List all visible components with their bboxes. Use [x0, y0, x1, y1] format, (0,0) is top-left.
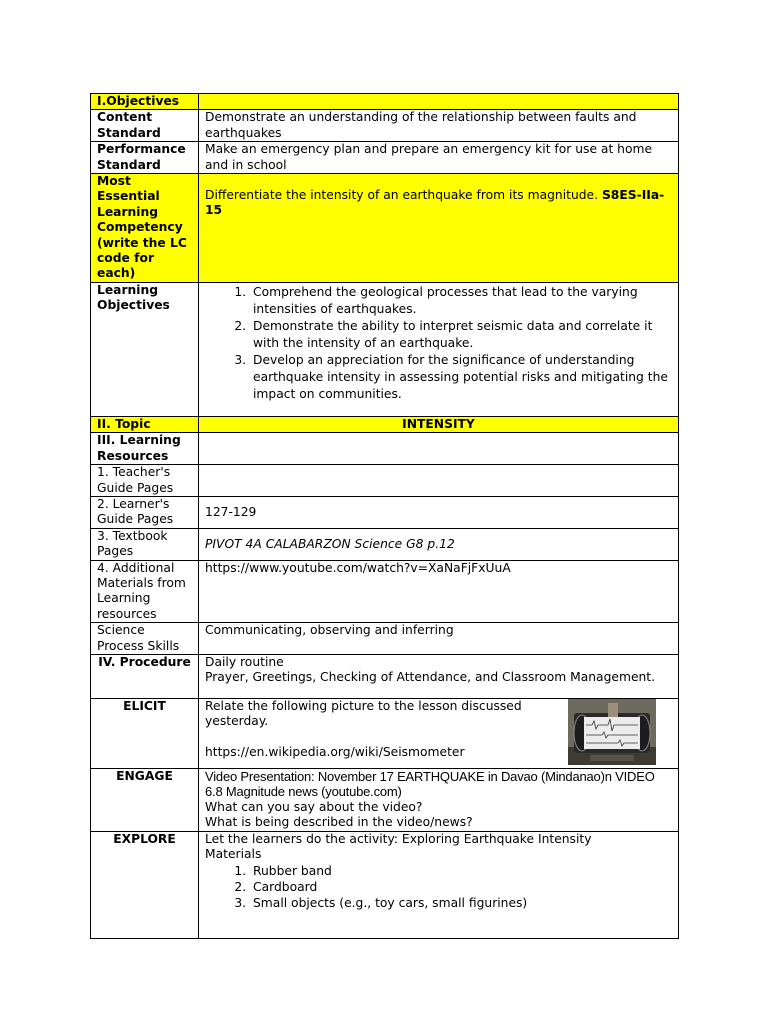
explore-materials-list [205, 863, 672, 911]
learning-objectives-value [199, 282, 679, 416]
resources-value [199, 433, 679, 465]
textbook-pages: PIVOT 4A CALABARZON Science G8 p.12 [205, 536, 455, 551]
objectives-header: I.Objectives [91, 94, 199, 110]
engage-video: Video Presentation: November 17 EARTHQUAKE in Davao (Mindanao)n VIDEO 6.8 Magnitude news (youtube.com) [205, 768, 655, 800]
learning-objective-item: 1. Comprehend the geological processes that lead to the varying intensities of earthquakes. [250, 284, 672, 318]
additional-materials-value: https://www.youtube.com/watch?v=XaNaFjFxUuA [199, 560, 679, 623]
content-standard-row [91, 110, 679, 142]
textbook-row [91, 528, 679, 560]
textbook-value [199, 528, 679, 560]
learners-guide-value [199, 496, 679, 528]
procedure-value [199, 654, 679, 698]
engage-value [199, 768, 679, 831]
additional-materials-row [91, 560, 679, 623]
learning-objectives-list [205, 283, 672, 403]
topic-label: II. Topic [91, 416, 199, 432]
elicit-instruction: Relate the following picture to the lesson discussed yesterday. [205, 698, 522, 729]
material-item: 2. Cardboard [250, 879, 672, 895]
procedure-label: IV. Procedure [91, 654, 199, 698]
textbook-label: 3. Textbook Pages [91, 528, 199, 560]
lesson-plan-table [90, 93, 679, 939]
melc-row [91, 174, 679, 283]
elicit-label: ELICIT [91, 698, 199, 768]
performance-standard-row [91, 142, 679, 174]
objectives-header-row [91, 94, 679, 110]
melc-text: Differentiate the intensity of an earthquake from its magnitude. [205, 188, 602, 203]
teachers-guide-row [91, 465, 679, 497]
objectives-header-empty [199, 94, 679, 110]
learning-objective-item: 3. Develop an appreciation for the significance of understanding earthquake intensity in assessing potential risks and mitigating the impact on communities. [250, 352, 672, 403]
melc-code: S8ES-IIa-15 [205, 188, 665, 218]
resources-row [91, 433, 679, 465]
additional-materials-label: 4. Additional Materials from Learning resources [91, 560, 199, 623]
learning-objectives-label: Learning Objectives [91, 282, 199, 416]
procedure-row [91, 654, 679, 698]
topic-value: INTENSITY [199, 416, 679, 432]
engage-question-2: What is being described in the video/news? [205, 815, 473, 830]
elicit-link[interactable]: https://en.wikipedia.org/wiki/Seismometer [205, 744, 465, 759]
engage-question-1: What can you say about the video? [205, 799, 423, 814]
learners-guide-label: 2. Learner's Guide Pages [91, 496, 199, 528]
explore-intro: Let the learners do the activity: Exploring Earthquake Intensity [205, 831, 592, 846]
elicit-row [91, 698, 679, 768]
engage-row [91, 768, 679, 831]
performance-standard-label: Performance Standard [91, 142, 199, 174]
content-standard-value: Demonstrate an understanding of the relationship between faults and earthquakes [199, 110, 679, 142]
engage-label: ENGAGE [91, 768, 199, 831]
process-skills-label: Science Process Skills [91, 623, 199, 655]
daily-routine: Daily routine [205, 654, 284, 669]
seismometer-image [568, 699, 656, 765]
material-item: 1. Rubber band [250, 863, 672, 879]
elicit-value [199, 698, 679, 768]
explore-value [199, 831, 679, 938]
learning-objective-item: 2. Demonstrate the ability to interpret seismic data and correlate it with the intensity of an earthquake. [250, 318, 672, 352]
learners-guide-pages: 127-129 [205, 504, 257, 519]
elicit-content [205, 699, 672, 767]
melc-label: Most Essential Learning Competency (write the LC code for each) [91, 174, 199, 283]
topic-row [91, 416, 679, 432]
process-skills-row [91, 623, 679, 655]
explore-row [91, 831, 679, 938]
explore-materials-label: Materials [205, 847, 262, 862]
explore-label: EXPLORE [91, 831, 199, 938]
melc-value [199, 174, 679, 283]
content-standard-label: Content Standard [91, 110, 199, 142]
resources-label: III. Learning Resources [91, 433, 199, 465]
routine-items: Prayer, Greetings, Checking of Attendance, and Classroom Management. [205, 670, 656, 685]
process-skills-value: Communicating, observing and inferring [199, 623, 679, 655]
learning-objectives-row [91, 282, 679, 416]
performance-standard-value: Make an emergency plan and prepare an emergency kit for use at home and in school [199, 142, 679, 174]
teachers-guide-value [199, 465, 679, 497]
material-item: 3. Small objects (e.g., toy cars, small figurines) [250, 895, 672, 911]
learners-guide-row [91, 496, 679, 528]
teachers-guide-label: 1. Teacher's Guide Pages [91, 465, 199, 497]
